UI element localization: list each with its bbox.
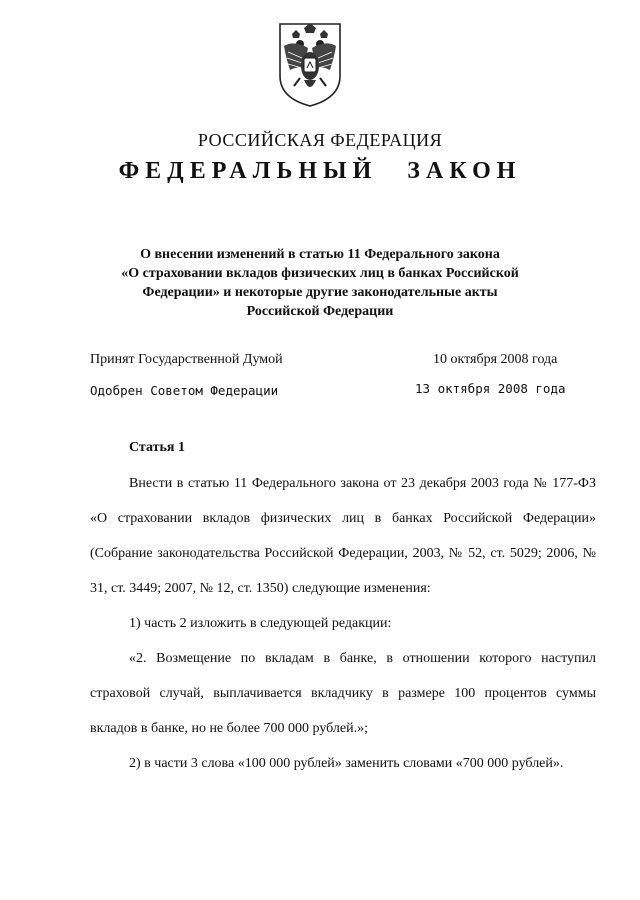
- law-subject: [110, 245, 530, 321]
- amendment-item-1: 1) часть 2 изложить в следующей редакции:: [129, 616, 392, 631]
- article-intro-paragraph: Внести в статью 11 Федерального закона от 23 декабря 2003 года № 177-ФЗ «О страховании вкладов физических лиц в банках Российской Федерации» (Собрание законодательства Российской Федерации, 2003, № 52, ст. 5029; 2006, № 31, ст. 3449; 2007, № 12, ст. 1350) следующие изменения:: [90, 476, 596, 596]
- article-heading: Статья 1: [129, 440, 185, 455]
- document-type: ФЕДЕРАЛЬНЫЙ ЗАКОН: [118, 158, 522, 184]
- coat-of-arms-icon: [274, 18, 346, 110]
- amendment-item-2: 2) в части 3 слова «100 000 рублей» заменить словами «700 000 рублей».: [129, 756, 564, 771]
- duma-adoption-label: Принят Государственной Думой: [90, 352, 283, 367]
- subject-line: Российской Федерации: [246, 304, 394, 319]
- subject-line: «О страховании вкладов физических лиц в банках Российской: [121, 266, 519, 281]
- council-approval-date: 13 октября 2008 года: [415, 381, 566, 396]
- subject-line: Федерации» и некоторые другие законодательные акты: [142, 285, 498, 300]
- country-name: РОССИЙСКАЯ ФЕДЕРАЦИЯ: [197, 130, 443, 150]
- duma-adoption-date: 10 октября 2008 года: [433, 352, 558, 367]
- council-approval-label: Одобрен Советом Федерации: [90, 383, 279, 398]
- subject-line: О внесении изменений в статью 11 Федерального закона: [140, 247, 500, 262]
- amendment-item-1-text: «2. Возмещение по вкладам в банке, в отношении которого наступил страховой случай, выплачивается вкладчику в размере 100 процентов суммы вкладов в банке, но не более 700 000 рублей.»;: [90, 651, 596, 736]
